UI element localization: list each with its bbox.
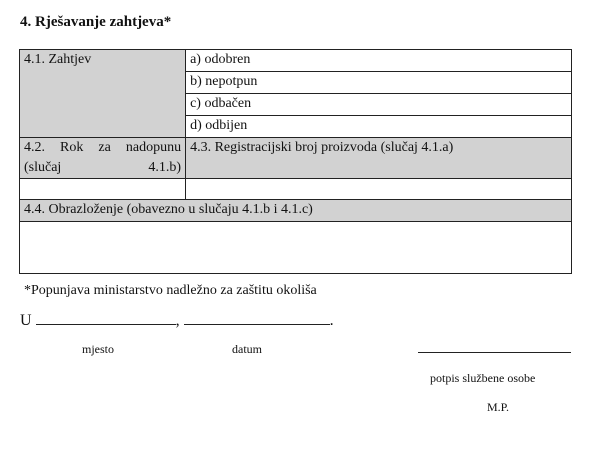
table-row: [20, 222, 572, 274]
obrazlozenje-field[interactable]: [20, 222, 572, 274]
obrazlozenje-label: 4.4. Obrazloženje (obavezno u slučaju 4.1.b i 4.1.c): [20, 200, 572, 222]
table-row: [20, 138, 572, 179]
mp-label: M.P.: [487, 400, 510, 414]
option-odobren[interactable]: a) odobren: [186, 50, 572, 72]
registracijski-broj-field[interactable]: [186, 179, 572, 200]
signature-line[interactable]: [418, 352, 571, 353]
registracijski-broj-label: 4.3. Registracijski broj proizvoda (slučaj 4.1.a): [186, 138, 572, 179]
table-row: [20, 200, 572, 222]
datum-field[interactable]: [184, 310, 330, 325]
mjesto-label: mjesto: [82, 342, 114, 356]
datum-label: datum: [232, 342, 262, 356]
place-period: .: [329, 312, 334, 329]
table-row: [20, 50, 572, 72]
rok-nadopune-label: 4.2. Rok za nadopunu (slučaj 4.1.b): [20, 138, 186, 179]
place-date-line: [20, 310, 334, 330]
resolution-table: [19, 49, 572, 274]
footnote: *Popunjava ministarstvo nadležno za zaštitu okoliša: [24, 283, 317, 298]
potpis-label: potpis službene osobe: [430, 371, 536, 385]
option-odbijen[interactable]: d) odbijen: [186, 116, 572, 138]
mjesto-field[interactable]: [36, 310, 176, 325]
section-title: 4. Rješavanje zahtjeva*: [20, 14, 172, 30]
zahtjev-label-cell: 4.1. Zahtjev: [20, 50, 186, 138]
place-comma: ,: [175, 312, 180, 329]
option-nepotpun[interactable]: b) nepotpun: [186, 72, 572, 94]
place-prefix: U: [20, 312, 32, 329]
rok-nadopune-field[interactable]: [20, 179, 186, 200]
option-odbacen[interactable]: c) odbačen: [186, 94, 572, 116]
table-row: [20, 179, 572, 200]
